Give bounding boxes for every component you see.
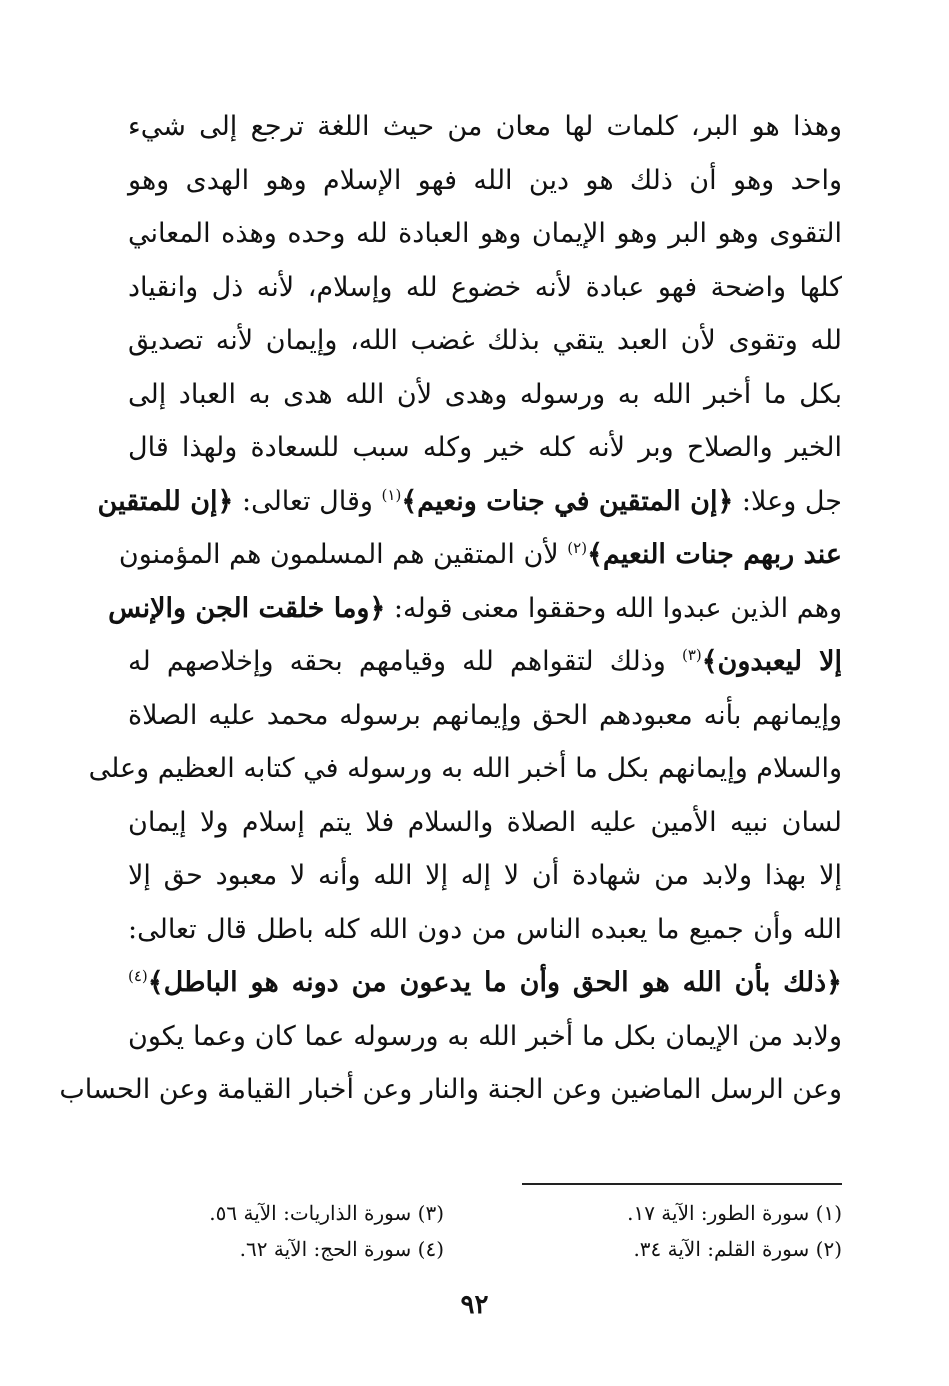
text-segment: وعن الرسل الماضين وعن الجنة والنار وعن أخبار القيامة وعن الحساب xyxy=(59,1074,842,1105)
quran-verse-text: ﴿ذلك بأن الله هو الحق وأن ما يدعون من دونه هو الباطل﴾ xyxy=(147,967,842,998)
text-segment: جل وعلا: xyxy=(733,485,842,517)
quran-verse-text: ﴿وما خلقت الجن والإنس xyxy=(108,592,386,624)
footnote-reference: (١) xyxy=(381,485,402,504)
quran-verse-text: عند ربهم جنات النعيم﴾ xyxy=(587,539,842,570)
text-segment: التقوى وهو البر وهو الإيمان وهو العبادة لله وحده وهذه المعاني xyxy=(128,218,842,249)
footnote-reference: (٤) xyxy=(128,967,148,985)
footnote-4: (٤) سورة الحج: الآية ٦٢. xyxy=(239,1237,444,1261)
text-segment: لسان نبيه الأمين عليه الصلاة والسلام فلا يتم إسلام ولا إيمان xyxy=(128,806,842,838)
text-line xyxy=(128,100,842,154)
page-number: ٩٢ xyxy=(460,1290,489,1320)
quran-verse-text: ﴿إن للمتقين xyxy=(97,485,234,517)
text-segment: الله وأن جميع ما يعبده الناس من دون الله كله باطل قال تعالى: xyxy=(128,913,842,945)
text-line xyxy=(118,528,842,582)
footnotes-right-column xyxy=(512,1195,842,1267)
text-segment: وذلك لتقواهم لله وقيامهم بحقه وإخلاصهم له xyxy=(128,646,682,677)
main-text-block xyxy=(59,100,842,1117)
text-segment: وإيمانهم بأنه معبودهم الحق وإيمانهم برسوله محمد عليه الصلاة xyxy=(128,699,842,731)
footnotes-left-column xyxy=(114,1195,444,1267)
footnote-reference: (٢) xyxy=(567,539,588,557)
text-line xyxy=(59,1063,842,1117)
quran-verse-text: إلا ليعبدون﴾ xyxy=(701,646,842,677)
text-line xyxy=(128,368,842,422)
footnote-1: (١) سورة الطور: الآية ١٧. xyxy=(627,1201,842,1225)
text-segment: كلها واضحة فهو عبادة لأنه خضوع لله وإسلام، لأنه ذل وانقياد xyxy=(128,271,842,303)
quran-verse-text: ﴿إن المتقين في جنات ونعيم﴾ xyxy=(401,485,734,517)
footnote-separator-rule xyxy=(522,1183,842,1185)
text-line xyxy=(128,261,842,315)
footnote-3: (٣) سورة الذاريات: الآية ٥٦. xyxy=(209,1201,444,1225)
text-line xyxy=(128,635,842,689)
footnote-reference: (٣) xyxy=(681,646,702,664)
text-segment: وهم الذين عبدوا الله وحققوا معنى قوله: xyxy=(385,592,842,624)
text-segment: واحد وهو أن ذلك هو دين الله فهو الإسلام وهو الهدى وهو xyxy=(128,164,842,196)
text-segment: وقال تعالى: xyxy=(233,485,382,517)
text-segment: بكل ما أخبر الله به ورسوله وهدى لأن الله هدى به العباد إلى xyxy=(128,378,842,410)
text-line xyxy=(128,421,842,475)
text-line xyxy=(128,314,842,368)
text-line xyxy=(128,1010,842,1064)
text-line xyxy=(108,582,842,636)
text-line xyxy=(128,796,842,850)
text-line xyxy=(128,956,842,1010)
text-segment: إلا بهذا ولابد من شهادة أن لا إله إلا الله وأنه لا معبود حق إلا xyxy=(128,860,842,891)
text-segment: لأن المتقين هم المسلمون هم المؤمنون xyxy=(118,539,568,570)
text-line xyxy=(128,154,842,208)
text-segment: وهذا هو البر، كلمات لها معان من حيث اللغة ترجع إلى شيء xyxy=(128,111,842,142)
text-line xyxy=(128,849,842,903)
text-line xyxy=(128,689,842,743)
text-line xyxy=(128,903,842,957)
text-line xyxy=(97,475,842,529)
footnote-2: (٢) سورة القلم: الآية ٣٤. xyxy=(633,1237,842,1261)
text-segment: والسلام وإيمانهم بكل ما أخبر الله به ورسوله في كتابه العظيم وعلى xyxy=(88,753,842,784)
text-segment: لله وتقوى لأن العبد يتقي بذلك غضب الله، وإيمان لأنه تصديق xyxy=(128,325,842,356)
text-line xyxy=(128,207,842,261)
text-segment: الخير والصلاح وبر لأنه كله خير وكله سبب للسعادة ولهذا قال xyxy=(128,432,842,463)
text-line xyxy=(88,742,842,796)
text-segment: ولابد من الإيمان بكل ما أخبر الله به ورسوله عما كان وعما يكون xyxy=(128,1020,842,1052)
